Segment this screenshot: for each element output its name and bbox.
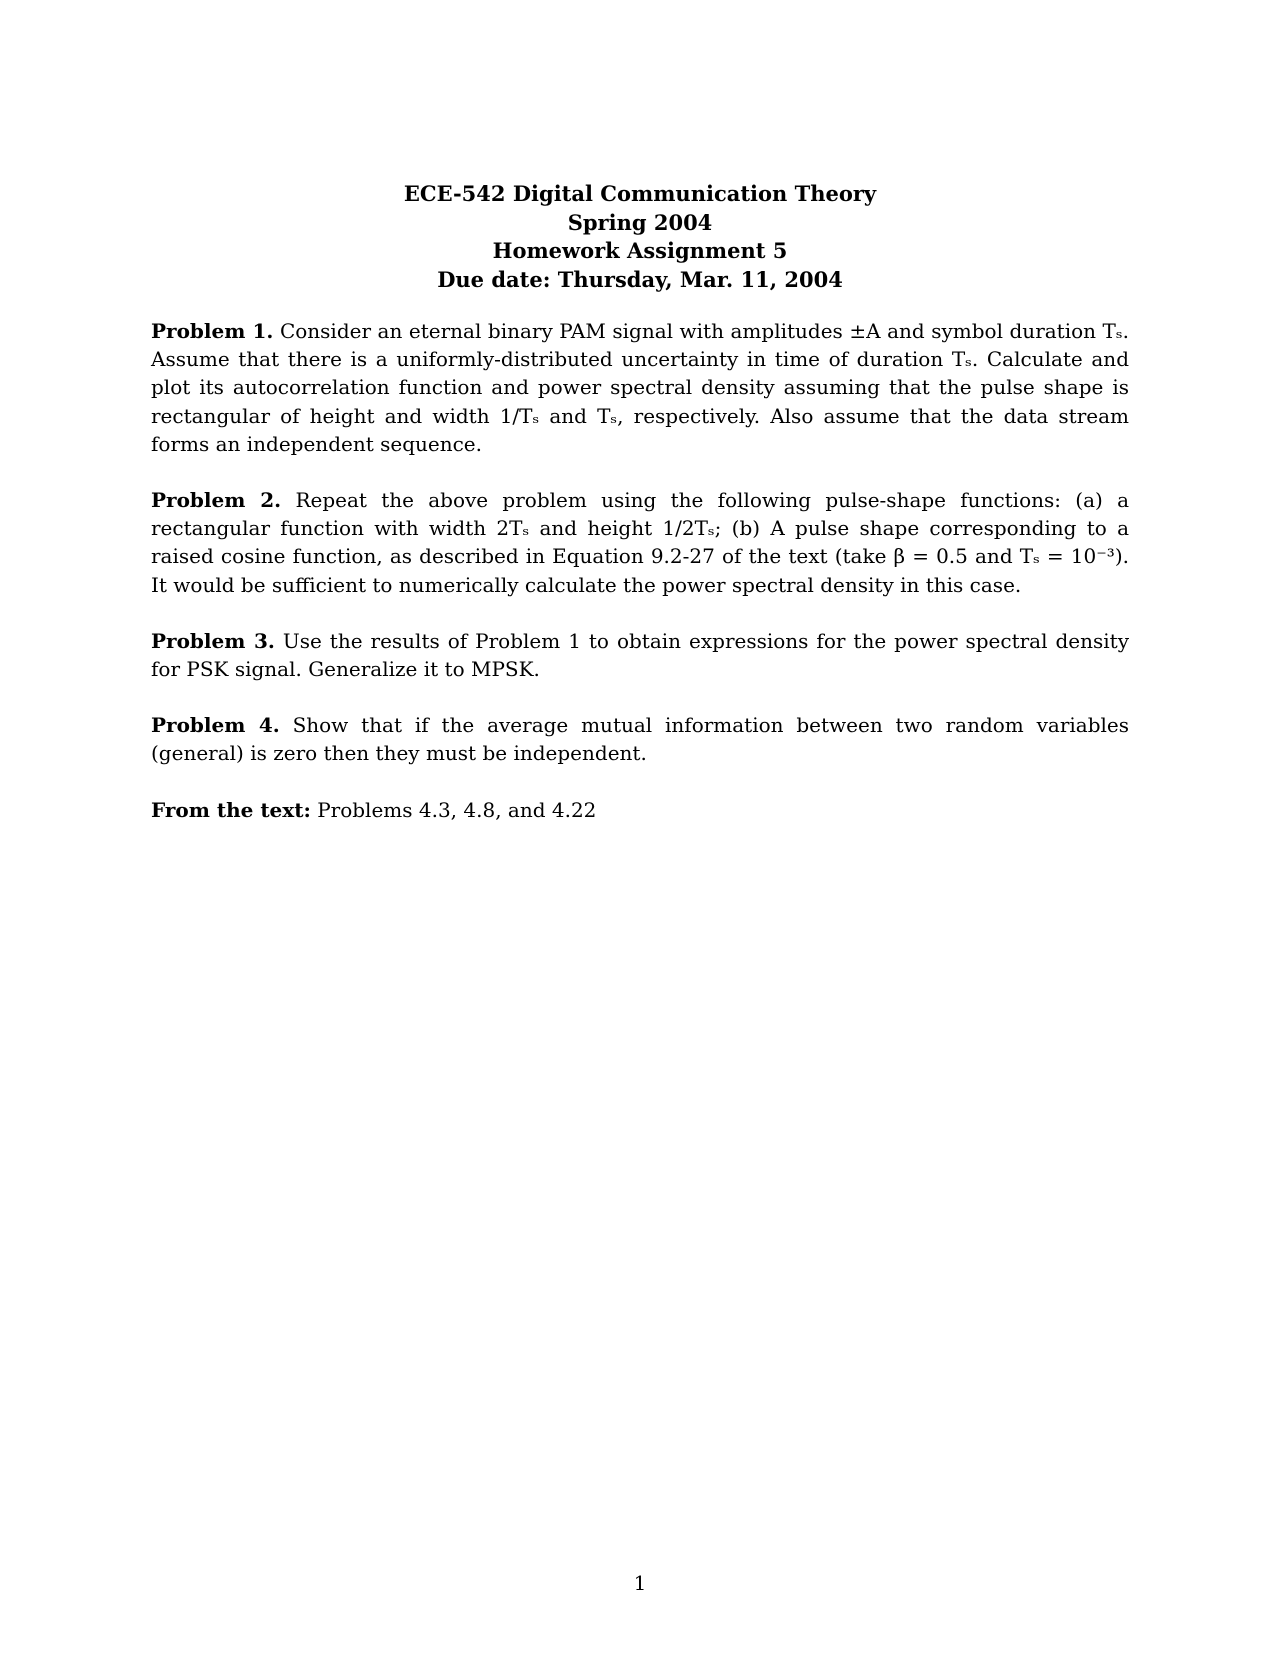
from-the-text xyxy=(151,796,1129,824)
problem-2-label: Problem 2. xyxy=(151,488,282,513)
due-date: Due date: Thursday, Mar. 11, 2004 xyxy=(437,266,843,292)
problem-1-text: Consider an eternal binary PAM signal with amplitudes ±A and symbol duration Tₛ. Assume that there is a uniformly-distributed uncertainty in time of duration Tₛ. Calculate and plot its autocorrelation function and power spectral density assuming that the pulse shape is rectangular of height and width 1/Tₛ and Tₛ, respectively. Also assume that the data stream forms an independent sequence. xyxy=(151,319,1129,456)
page-number: 1 xyxy=(633,1571,647,1595)
from-the-text-problems: Problems 4.3, 4.8, and 4.22 xyxy=(317,797,597,822)
course-title: ECE-542 Digital Communication Theory xyxy=(403,181,877,206)
problem-3-label: Problem 3. xyxy=(151,628,275,653)
assignment-title: Homework Assignment 5 xyxy=(492,238,788,263)
document-page xyxy=(151,180,1129,824)
problem-1 xyxy=(151,317,1129,458)
problem-3-text: Use the results of Problem 1 to obtain expressions for the power spectral density for PSK signal. Generalize it to MPSK. xyxy=(151,628,1130,682)
problem-1-label: Problem 1. xyxy=(151,319,274,343)
document-header xyxy=(151,180,1129,294)
problem-3 xyxy=(151,627,1129,683)
problem-2-text: Repeat the above problem using the following pulse-shape functions: (a) a rectangular function with width 2Tₛ and height 1/2Tₛ; (b) A pulse shape corresponding to a raised cosine function, as described in Equation 9.2-27 of the text (take β = 0.5 and Tₛ = 10⁻³). It would be sufficient to numerically calculate the power spectral density in this case. xyxy=(151,488,1130,597)
problem-2 xyxy=(151,486,1129,599)
problem-4 xyxy=(151,711,1129,767)
term: Spring 2004 xyxy=(567,209,713,235)
from-the-text-label: From the text: xyxy=(151,797,311,822)
problem-4-label: Problem 4. xyxy=(151,713,280,738)
problem-4-text: Show that if the average mutual information between two random variables (general) is zero then they must be independent. xyxy=(151,713,1130,766)
